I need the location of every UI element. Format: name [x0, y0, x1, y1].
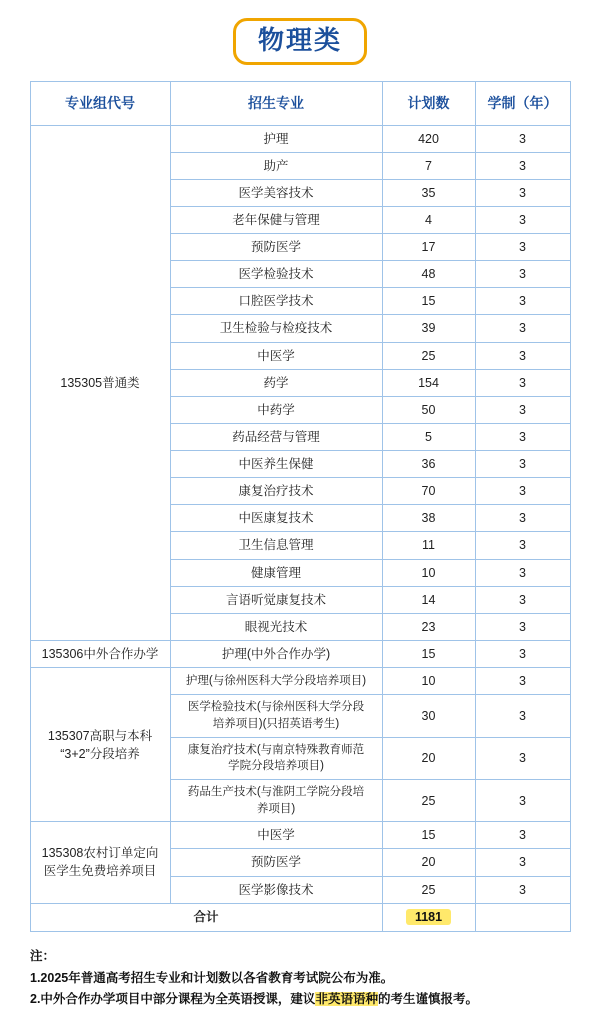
plan-count-cell: 11 — [382, 532, 475, 559]
plan-count-cell: 17 — [382, 234, 475, 261]
plan-count-cell: 15 — [382, 822, 475, 849]
page-title: 物理类 — [233, 18, 367, 65]
plan-count-cell: 20 — [382, 737, 475, 779]
plan-count-cell: 38 — [382, 505, 475, 532]
major-name-cell: 预防医学 — [170, 849, 382, 876]
years-cell: 3 — [475, 423, 570, 450]
plan-count-cell: 15 — [382, 288, 475, 315]
years-cell: 3 — [475, 234, 570, 261]
plan-count-cell: 25 — [382, 779, 475, 821]
col-header-years: 学制（年） — [475, 81, 570, 125]
group-code-cell: 135307高职与本科 “3+2”分段培养 — [30, 668, 170, 822]
years-cell: 3 — [475, 288, 570, 315]
major-name-cell: 药品生产技术(与淮阴工学院分段培 养项目) — [170, 779, 382, 821]
title-area — [0, 0, 600, 81]
years-cell: 3 — [475, 559, 570, 586]
group-code-cell: 135306中外合作办学 — [30, 640, 170, 667]
major-name-cell: 助产 — [170, 152, 382, 179]
years-cell: 3 — [475, 315, 570, 342]
years-cell: 3 — [475, 586, 570, 613]
major-name-cell: 中医康复技术 — [170, 505, 382, 532]
major-name-cell: 卫生检验与检疫技术 — [170, 315, 382, 342]
major-name-cell: 医学检验技术(与徐州医科大学分段 培养项目)(只招英语考生) — [170, 695, 382, 737]
major-name-cell: 健康管理 — [170, 559, 382, 586]
years-cell: 3 — [475, 125, 570, 152]
major-name-cell: 护理 — [170, 125, 382, 152]
note-line-2-highlight: 非英语语种 — [315, 992, 378, 1007]
note-line-1: 1.2025年普通高考招生专业和计划数以各省教育考试院公布为准。 — [30, 970, 394, 985]
major-name-cell: 医学检验技术 — [170, 261, 382, 288]
major-name-cell: 眼视光技术 — [170, 613, 382, 640]
plan-count-cell: 36 — [382, 451, 475, 478]
plan-count-cell: 23 — [382, 613, 475, 640]
years-cell: 3 — [475, 822, 570, 849]
group-code-cell: 135305普通类 — [30, 125, 170, 640]
plan-count-cell: 39 — [382, 315, 475, 342]
total-row — [30, 903, 570, 931]
plan-count-cell: 420 — [382, 125, 475, 152]
plan-count-cell: 10 — [382, 559, 475, 586]
plan-count-cell: 154 — [382, 369, 475, 396]
notes-section — [30, 946, 570, 1011]
plan-count-cell: 25 — [382, 876, 475, 903]
table-row — [30, 640, 570, 667]
years-cell: 3 — [475, 396, 570, 423]
years-cell: 3 — [475, 451, 570, 478]
notes-heading: 注： — [30, 948, 56, 963]
total-years-cell — [475, 903, 570, 931]
total-value-highlight: 1181 — [406, 909, 451, 925]
header-row — [30, 81, 570, 125]
major-name-cell: 口腔医学技术 — [170, 288, 382, 315]
table-row — [30, 125, 570, 152]
table-header — [30, 81, 570, 125]
table-row — [30, 668, 570, 695]
years-cell: 3 — [475, 152, 570, 179]
major-name-cell: 中医养生保健 — [170, 451, 382, 478]
plan-count-cell: 7 — [382, 152, 475, 179]
major-name-cell: 中医学 — [170, 342, 382, 369]
years-cell: 3 — [475, 849, 570, 876]
major-name-cell: 卫生信息管理 — [170, 532, 382, 559]
major-name-cell: 医学美容技术 — [170, 179, 382, 206]
major-name-cell: 护理(与徐州医科大学分段培养项目) — [170, 668, 382, 695]
admission-plan-table — [30, 81, 571, 932]
major-name-cell: 护理(中外合作办学) — [170, 640, 382, 667]
plan-count-cell: 10 — [382, 668, 475, 695]
years-cell: 3 — [475, 668, 570, 695]
total-value-cell — [382, 903, 475, 931]
col-header-plan: 计划数 — [382, 81, 475, 125]
table-row — [30, 822, 570, 849]
major-name-cell: 药品经营与管理 — [170, 423, 382, 450]
years-cell: 3 — [475, 369, 570, 396]
major-name-cell: 药学 — [170, 369, 382, 396]
years-cell: 3 — [475, 779, 570, 821]
col-header-group-code: 专业组代号 — [30, 81, 170, 125]
major-name-cell: 言语听觉康复技术 — [170, 586, 382, 613]
plan-count-cell: 20 — [382, 849, 475, 876]
major-name-cell: 康复治疗技术 — [170, 478, 382, 505]
years-cell: 3 — [475, 613, 570, 640]
years-cell: 3 — [475, 640, 570, 667]
total-label-cell: 合计 — [30, 903, 382, 931]
plan-count-cell: 15 — [382, 640, 475, 667]
plan-count-cell: 48 — [382, 261, 475, 288]
col-header-major: 招生专业 — [170, 81, 382, 125]
note-line-2-part-b: 的考生谨慎报考。 — [377, 992, 478, 1007]
years-cell: 3 — [475, 179, 570, 206]
years-cell: 3 — [475, 261, 570, 288]
plan-count-cell: 30 — [382, 695, 475, 737]
plan-count-cell: 35 — [382, 179, 475, 206]
plan-count-cell: 50 — [382, 396, 475, 423]
note-line-2 — [30, 989, 570, 1011]
group-code-cell: 135308农村订单定向 医学生免费培养项目 — [30, 822, 170, 903]
years-cell: 3 — [475, 532, 570, 559]
table-body — [30, 125, 570, 931]
major-name-cell: 预防医学 — [170, 234, 382, 261]
major-name-cell: 中药学 — [170, 396, 382, 423]
plan-count-cell: 14 — [382, 586, 475, 613]
major-name-cell: 老年保健与管理 — [170, 206, 382, 233]
years-cell: 3 — [475, 737, 570, 779]
plan-count-cell: 70 — [382, 478, 475, 505]
major-name-cell: 中医学 — [170, 822, 382, 849]
years-cell: 3 — [475, 478, 570, 505]
major-name-cell: 康复治疗技术(与南京特殊教育师范 学院分段培养项目) — [170, 737, 382, 779]
years-cell: 3 — [475, 876, 570, 903]
years-cell: 3 — [475, 505, 570, 532]
years-cell: 3 — [475, 342, 570, 369]
note-line-2-part-a: 2.中外合作办学项目中部分课程为全英语授课，建议 — [30, 992, 316, 1007]
plan-count-cell: 5 — [382, 423, 475, 450]
plan-count-cell: 4 — [382, 206, 475, 233]
years-cell: 3 — [475, 695, 570, 737]
major-name-cell: 医学影像技术 — [170, 876, 382, 903]
years-cell: 3 — [475, 206, 570, 233]
plan-count-cell: 25 — [382, 342, 475, 369]
